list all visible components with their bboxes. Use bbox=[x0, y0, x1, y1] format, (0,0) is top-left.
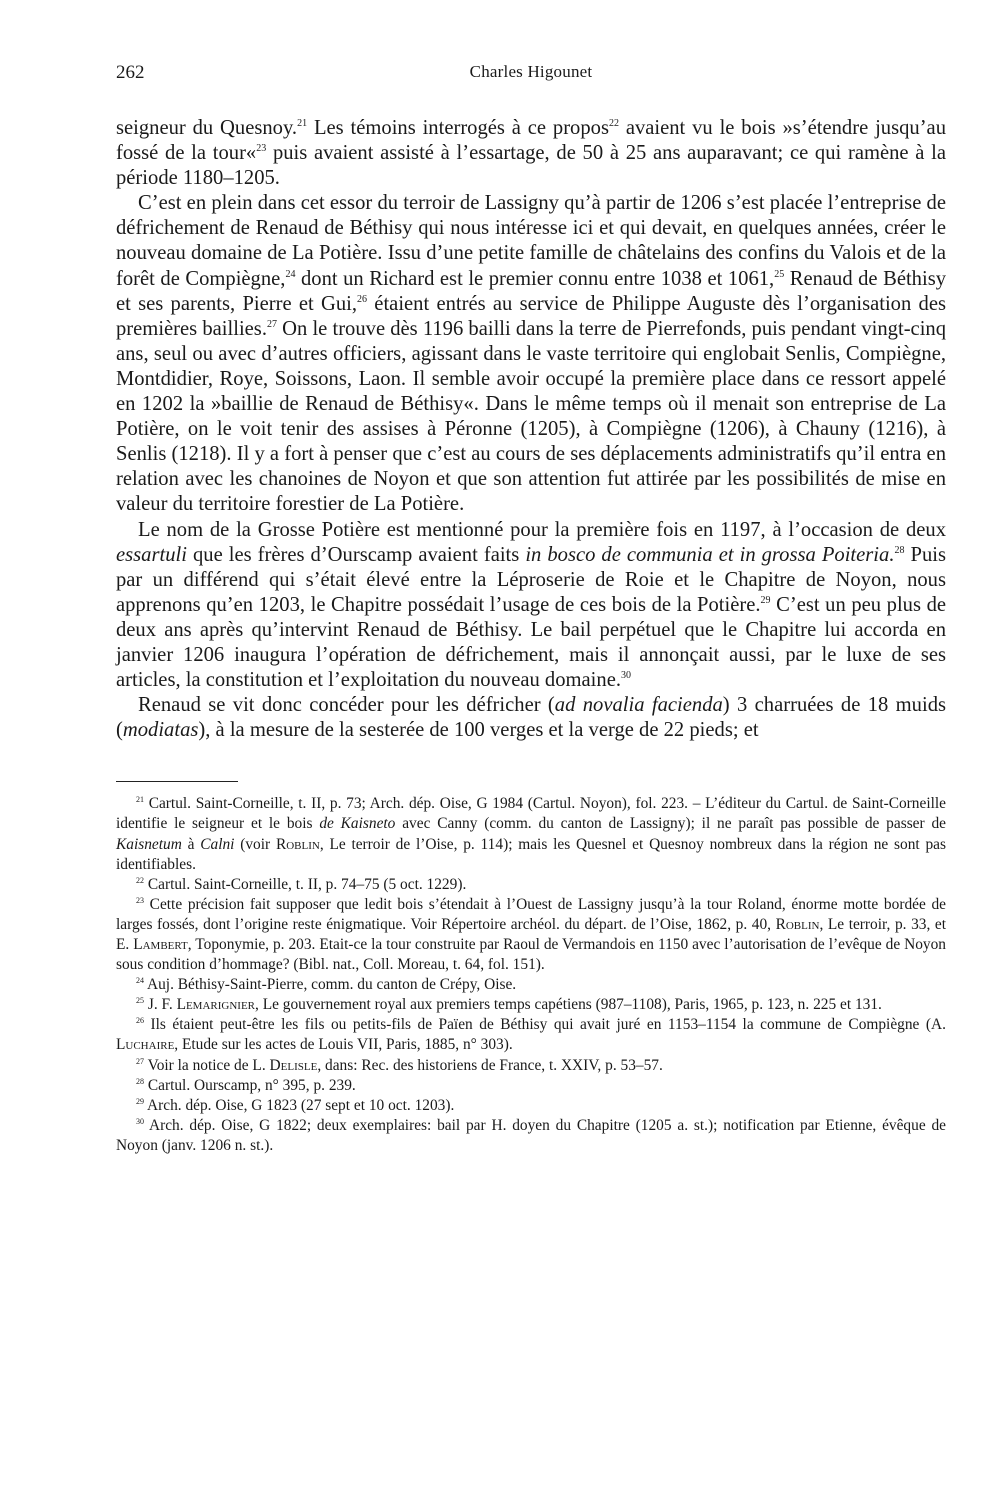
footnote-25: $^{25}$ J. F. Lemarignier, Le gouvernement royal aux premiers temps capétiens (987–1108), Paris, 1965, p. 123, n. 225 et 131. bbox=[136, 996, 882, 1014]
footnote-29: $^{29}$ Arch. dép. Oise, G 1823 (27 sept et 10 oct. 1203). bbox=[136, 1096, 455, 1114]
footnote-ref-24[interactable]: 24 bbox=[285, 268, 296, 280]
page-number: 262 bbox=[116, 62, 145, 83]
footnote-ref-29[interactable]: 29 bbox=[760, 594, 771, 606]
footnote-22: $^{22}$ Cartul. Saint-Corneille, t. II, p. 74–75 (5 oct. 1229). bbox=[136, 875, 467, 893]
footnote-ref-22[interactable]: 22 bbox=[608, 118, 619, 129]
footnote-ref-25[interactable]: 25 bbox=[774, 268, 785, 280]
footnote-ref-28[interactable]: 28 bbox=[894, 544, 905, 556]
paragraph-4: Renaud se vit donc concéder pour les défricher (ad novalia facienda) 3 charruées de 18 muids (modiatas), à la mesure de la sesterée de 100 verges et la verge de 22 pieds; et bbox=[116, 694, 947, 742]
footnote-27: $^{27}$ Voir la notice de L. Delisle, dans: Rec. des historiens de France, t. XXIV, p. 53–57. bbox=[136, 1056, 663, 1074]
page bbox=[116, 62, 946, 1156]
paragraph-1: seigneur du Quesnoy.$^{21}$ Les témoins interrogés à ce propos$^{22}$ avaient vu le bois »s’étendre jusqu’au fossé de la tour«$^{23}$ puis avaient assisté à l’essartage, de 50 à 25 ans auparavant; ce qui ramène à la période 1180–1205. bbox=[116, 117, 946, 190]
paragraph-2: C’est en plein dans cet essor du terroir de Lassigny qu’à partir de 1206 s’est placée l’entreprise de défrichement de Renaud de Béthisy qui nous intéresse ici et qui devait, en quelques années, créer le nouveau domaine de La Potière. Issu d’une petite famille de châtelains des confins du Valois et de la forêt de Compiègne,$^{24}$ dont un Richard est le premier connu entre 1038 et 1061,25 Renaud de Béthisy et ses parents, Pierre et Gui,$^{26}$ étaient entrés au service de Philippe Auguste dès l’organisation des premières baillies.$^{27}$ On le trouve dès 1196 bailli dans la terre de Pierrefonds, puis pendant vingt-cinq ans, seul ou avec d’autres officiers, agissant dans le vaste territoire qui englobait Senlis, Compiègne, Montdidier, Roye, Soissons, Laon. Il semble avoir occupé la première place dans ce ressort appelé en 1202 la »baillie de Renaud de Béthisy«. Dans le même temps où il menait son entreprise de La Potière, on le voit tenir des assises à Péronne (1205), à Compiègne (1206), à Chauny (1216), à Senlis (1218). Il y a fort à penser que c’est au cours de ses déplacements administratifs qu’il entra en relation avec les chanoines de Noyon et que son attention fut attirée par les possibilités de mise en valeur du territoire forestier de La Potière. bbox=[116, 192, 947, 516]
footnote-30: $^{30}$ Arch. dép. Oise, G 1822; deux exemplaires: bail par H. doyen du Chapitre (1205 a. st.); notification par Etienne, évêque de Noyon (janv. 1206 n. st.). bbox=[116, 1116, 946, 1154]
footnote-ref-21[interactable]: 21 bbox=[297, 118, 308, 129]
footnote-28: $^{28}$ Cartul. Ourscamp, n° 395, p. 239. bbox=[136, 1076, 356, 1094]
body-text bbox=[116, 116, 946, 743]
footnote-ref-30[interactable]: 30 bbox=[621, 670, 631, 682]
footnotes bbox=[116, 794, 946, 1156]
running-title: Charles Higounet bbox=[469, 62, 593, 81]
footnote-ref-23[interactable]: 23 bbox=[256, 143, 267, 155]
footnote-21: $^{21}$ Cartul. Saint-Corneille, t. II, p. 73; Arch. dép. Oise, G 1984 (Cartul. Noyon), fol. 223. – L’éditeur du Cartul. de Saint-Corneille identifie le seigneur et le bois de Kaisneto avec Canny (comm. du canton de Lassigny); il ne paraît pas possible de passer de Kaisnetum à Calni (voir Roblin, Le terroir de l’Oise, p. 114); mais les Quesnel et Quesnoy nombreux dans la région ne sont pas identifiables. bbox=[116, 795, 946, 873]
footnote-24: $^{24}$ Auj. Béthisy-Saint-Pierre, comm. du canton de Crépy, Oise. bbox=[136, 976, 517, 994]
footnote-26: $^{26}$ Ils étaient peut-être les fils ou petits-fils de Païen de Béthisy qui avait juré en 1153–1154 la commune de Compiègne (A. Luchaire, Etude sur les actes de Louis VII, Paris, 1885, n° 303). bbox=[116, 1016, 946, 1054]
footnote-ref-27[interactable]: 27 bbox=[266, 318, 277, 330]
footnote-23: $^{23}$ Cette précision fait supposer que ledit bois s’étendait à l’Ouest de Lassigny jusqu’à la tour Roland, énorme motte bordée de larges fossés, dont l’origine reste énigmatique. Voir Répertoire archéol. du départ. de l’Oise, 1862, p. 40, Roblin, Le terroir, p. 33, et E. Lambert, Toponymie, p. 203. Etait-ce la tour construite par Raoul de Vermandois en 1150 avec l’autorisation de l’evêque de Noyon sous condition d’hommage? (Bibl. nat., Coll. Moreau, t. 64, fol. 151). bbox=[116, 895, 946, 974]
footnote-ref-26[interactable]: 26 bbox=[357, 293, 368, 305]
footnote-separator bbox=[116, 781, 238, 782]
paragraph-3: Le nom de la Grosse Potière est mentionné pour la première fois en 1197, à l’occasion de deux essartuli que les frères d’Ourscamp avaient faits in bosco de communia et in grossa Poiteria.$^{28}$ Puis par un différend qui s’était élevé entre la Léproserie de Roie et le Chapitre de Noyon, nous apprenons qu’en 1203, le Chapitre possédait l’usage de ces bois de la Potière.$^{29}$ C’est un peu plus de deux ans après qu’intervint Renaud de Béthisy. Le bail perpétuel que le Chapitre lui accorda en janvier 1206 inaugura l’opération de défrichement, mais il annonçait aussi, par le luxe de ses articles, la constitution et l’exploitation du nouveau domaine.$^{30}$ bbox=[116, 518, 947, 692]
running-head bbox=[116, 62, 946, 90]
